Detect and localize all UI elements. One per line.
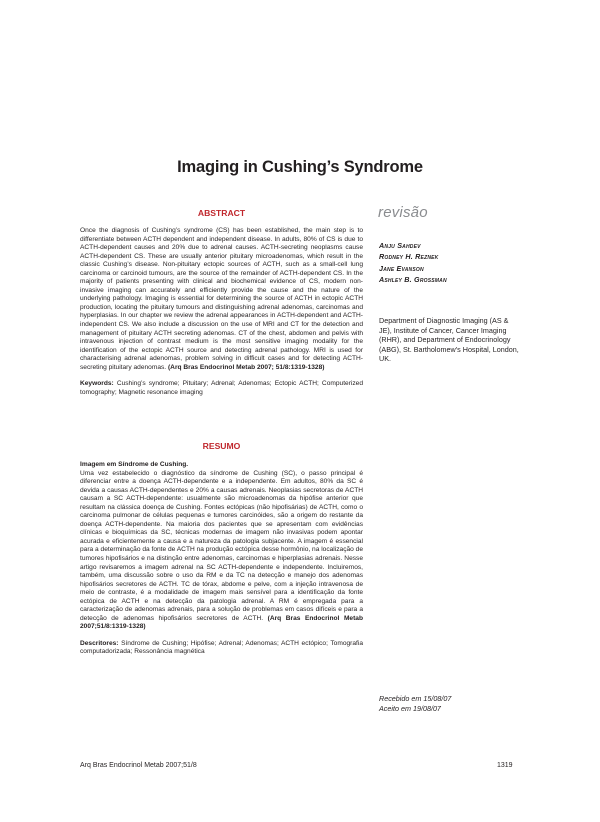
article-dates xyxy=(379,694,451,714)
footer-journal: Arq Bras Endocrinol Metab 2007;51/8 xyxy=(80,762,197,769)
page-number: 1319 xyxy=(497,762,513,769)
resumo-section xyxy=(80,441,363,657)
resumo-body: Uma vez estabelecido o diagnóstico da síndrome de Cushing (SC), o passo principal é diferenciar entre a doença ACTH-dependente e a independente. Em adultos, 80% da SC é devida a causas ACTH-dependentes e 20% a causas adrenais. Neoplasias secretoras de ACTH causam a SC ACTH-dependente: usualmente são microadenomas da hipófise anterior que resultam na clássica doença de Cushing. Fontes ectópicas (não hipofisárias) de ACTH, como o carcinoma pulmonar de células pequenas e tumores carcinóides, são a origem do restante da doença ACTH-dependente. Na maioria dos pacientes que se apresentam com evidências clínicas e bioquímicas da SC, técnicas modernas de imagem não invasivas podem apontar acurada e eficientemente a causa e a natureza da patologia subjacente. A imagem é essencial para a determinação da fonte de ACTH na produção ectópica desse hormônio, na localização de tumores hipofisários e na distinção entre adenomas, carcinomas e hiperplasias adrenais. Nesse artigo revisaremos a imagem adrenal na SC ACTH-dependente e independente. Incluiremos, também, uma discussão sobre o uso da RM e da TC na detecção e manejo dos adenomas hipofisários secretores de ACTH. TC de tórax, abdome e pelve, com a injeção intravenosa de meio de contraste, é a modalidade de imagem mais sensível para a identificação da fonte ectópica de ACTH e na detecção da patologia adrenal. A RM é empregada para a caracterização de adenomas adrenais, para a solução de problemas em casos difíceis e para a detecção de adenomas hipofisários secretores de ACTH. xyxy=(80,469,363,622)
author-name: Anju Sahdev xyxy=(379,241,421,250)
resumo-text xyxy=(80,461,363,632)
author-name: Rodney H. Reznek xyxy=(379,252,439,262)
abstract-heading: ABSTRACT xyxy=(197,208,246,218)
descritores-list: Síndrome de Cushing; Hipófise; Adrenal; Adenomas; ACTH ectópico; Tomografia computadorizada; Ressonância magnética xyxy=(80,639,363,656)
received-date: Recebido em 15/08/07 xyxy=(379,694,452,703)
author-name: Ashley B. Grossman xyxy=(379,274,447,284)
accepted-date: Aceito em 19/08/07 xyxy=(379,704,441,713)
affiliation: Department of Diagnostic Imaging (AS & JE), Institute of Cancer, Cancer Imaging (RHR), and Department of Endocrinology (ABG), St. Bartholomew’s Hospital, London, UK. xyxy=(379,316,519,364)
abstract-citation: (Arq Bras Endocrinol Metab 2007; 51/8:1319-1328) xyxy=(167,363,325,371)
keywords-list: Cushing’s syndrome; Pituitary; Adrenal; Adenomas; Ectopic ACTH; Computerized tomography; Magnetic resonance imaging xyxy=(80,380,363,396)
abstract-text xyxy=(80,227,363,372)
section-label: revisão xyxy=(378,204,428,221)
resumo-subtitle: Imagem em Síndrome de Cushing. xyxy=(80,461,189,468)
descritores-label: Descritores: xyxy=(80,639,119,647)
resumo-keywords xyxy=(80,640,363,657)
abstract-section xyxy=(80,208,363,397)
author-name: Jane Evanson xyxy=(379,263,424,273)
resumo-heading: RESUMO xyxy=(202,441,241,451)
article-title: Imaging in Cushing’s Syndrome xyxy=(177,158,423,176)
keywords-label: Keywords: xyxy=(80,380,114,388)
resumo-citation: (Arq Bras Endocrinol Metab 2007;51/8:1319-1328) xyxy=(80,614,363,631)
author-list xyxy=(379,240,447,285)
abstract-body: Once the diagnosis of Cushing’s syndrome (CS) has been established, the main step is to differentiate between ACTH dependent and independent disease. In adults, 80% of CS is due to ACTH-dependent causes and 20% due to adrenal causes. ACTH-secreting neoplasms cause ACTH-dependent CS. These are usually anterior pituitary microadenomas, which result in the classic Cushing’s disease. Non-pituitary ectopic sources of ACTH, such as a small-cell lung carcinoma or carcinoid tumours, are the source of the remainder of ACTH-dependent CS. In the majority of patients presenting with clinical and biochemical evidence of CS, modern non-invasive imaging can accurately and efficiently provide the cause and the nature of the underlying pathology. Imaging is essential for determining the source of ACTH in ectopic ACTH production, locating the pituitary tumours and distinguishing adrenal adenomas, carcinomas and hyperplasias. In our chapter we review the adrenal appearances in ACTH-dependent and ACTH-independent CS. We also include a discussion on the use of MRI and CT for the detection and management of pituitary ACTH secreting adenomas. CT of the chest, abdomen and pelvis with intravenous injection of contrast medium is the most sensitive imaging modality for the identification of the ectopic ACTH source and detecting adrenal pathology. MRI is used for characterising adrenal adenomas, problem solving in difficult cases and for detecting ACTH-secreting pituitary adenomas. xyxy=(80,227,363,371)
abstract-keywords xyxy=(80,380,363,397)
